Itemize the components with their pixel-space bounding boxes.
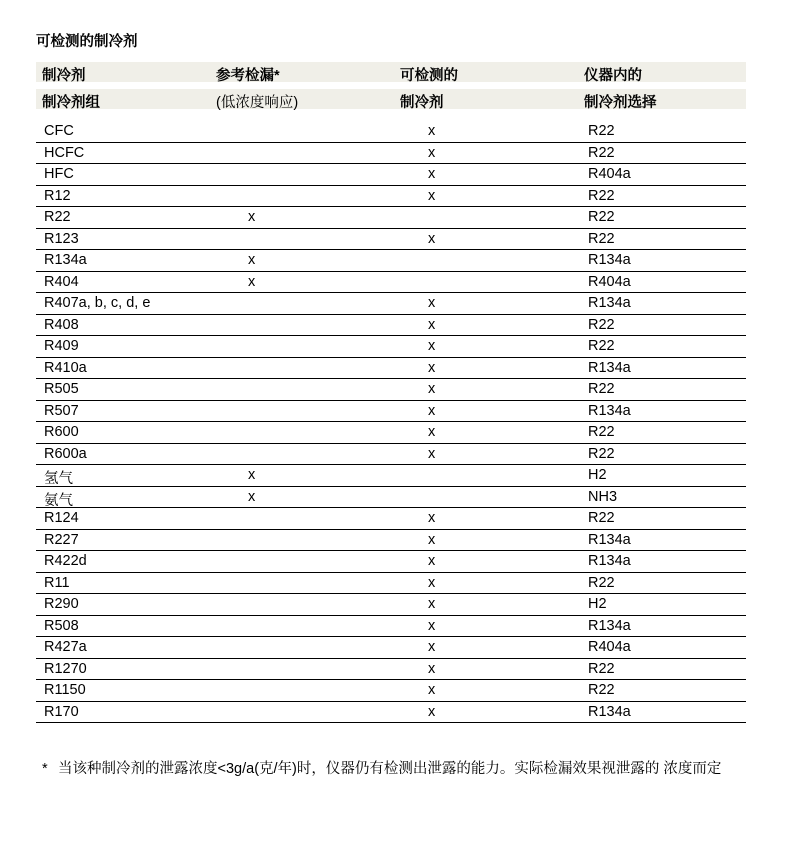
table-row <box>36 680 746 702</box>
header-refrigerant: 制冷剂 <box>42 68 86 84</box>
cell-detectable: x <box>428 703 436 720</box>
refrigerant-table <box>36 121 746 723</box>
table-row <box>36 702 746 724</box>
table-row <box>36 272 746 294</box>
cell-detectable: x <box>428 445 436 462</box>
cell-refrigerant: R410a <box>44 359 87 376</box>
cell-detectable: x <box>428 359 436 376</box>
table-row <box>36 444 746 466</box>
cell-selection: R22 <box>588 316 615 333</box>
cell-selection: R404a <box>588 166 631 182</box>
cell-selection: R22 <box>588 660 615 677</box>
cell-selection: NH3 <box>588 488 618 505</box>
cell-detectable: x <box>428 553 436 569</box>
cell-detectable: x <box>428 144 436 161</box>
cell-reference-leak: x <box>248 252 256 268</box>
cell-refrigerant: CFC <box>44 123 74 139</box>
cell-reference-leak: x <box>248 467 256 483</box>
cell-detectable: x <box>428 596 436 612</box>
cell-detectable: x <box>428 617 436 634</box>
cell-detectable: x <box>428 166 436 182</box>
cell-selection: R22 <box>588 510 615 526</box>
cell-detectable: x <box>428 123 436 139</box>
table-row <box>36 315 746 337</box>
table-row <box>36 530 746 552</box>
cell-refrigerant: HFC <box>44 166 74 182</box>
cell-refrigerant: R422d <box>44 553 87 569</box>
cell-detectable: x <box>428 295 436 311</box>
table-row <box>36 293 746 315</box>
cell-refrigerant: 氢气 <box>44 471 73 487</box>
cell-detectable: x <box>428 682 436 698</box>
cell-selection: R22 <box>588 187 615 204</box>
header-low-concentration: (低浓度响应) <box>216 95 299 111</box>
cell-selection: R22 <box>588 424 615 440</box>
table-row <box>36 594 746 616</box>
cell-selection: R22 <box>588 445 615 462</box>
cell-reference-leak: x <box>248 488 256 505</box>
table-row <box>36 250 746 272</box>
cell-selection: R22 <box>588 230 615 247</box>
cell-selection: H2 <box>588 467 607 483</box>
cell-selection: R404a <box>588 639 631 655</box>
cell-selection: R134a <box>588 295 631 311</box>
cell-refrigerant: HCFC <box>44 144 85 161</box>
cell-refrigerant: R507 <box>44 402 79 419</box>
cell-selection: R134a <box>588 703 631 720</box>
table-row <box>36 379 746 401</box>
table-row <box>36 121 746 143</box>
cell-selection: R134a <box>588 617 631 634</box>
cell-selection: R22 <box>588 574 615 591</box>
cell-refrigerant: R408 <box>44 316 79 333</box>
cell-refrigerant: R22 <box>44 209 71 225</box>
cell-selection: R134a <box>588 402 631 419</box>
cell-refrigerant: R1270 <box>44 660 87 677</box>
table-row <box>36 616 746 638</box>
cell-refrigerant: R508 <box>44 617 79 634</box>
table-row <box>36 465 746 487</box>
footnote-mark: * <box>42 761 48 777</box>
page-title: 可检测的制冷剂 <box>36 34 138 50</box>
cell-detectable: x <box>428 230 436 247</box>
table-row <box>36 229 746 251</box>
cell-detectable: x <box>428 402 436 419</box>
cell-refrigerant: R170 <box>44 703 79 720</box>
table-row <box>36 637 746 659</box>
header-reference-leak: 参考检漏* <box>216 68 280 84</box>
table-row <box>36 164 746 186</box>
table-row <box>36 508 746 530</box>
header-refrigerant-2: 制冷剂 <box>400 95 444 111</box>
table-header-row-1 <box>36 62 746 82</box>
table-header-row-2 <box>36 89 746 109</box>
cell-detectable: x <box>428 338 436 354</box>
cell-selection: H2 <box>588 596 607 612</box>
cell-selection: R134a <box>588 252 631 268</box>
header-detectable: 可检测的 <box>400 68 458 84</box>
table-row <box>36 573 746 595</box>
cell-refrigerant: R600a <box>44 445 87 462</box>
header-instrument: 仪器内的 <box>584 68 642 84</box>
cell-selection: R22 <box>588 338 615 354</box>
cell-refrigerant: 氨气 <box>44 492 73 509</box>
cell-refrigerant: R227 <box>44 531 79 548</box>
table-row <box>36 143 746 165</box>
cell-detectable: x <box>428 574 436 591</box>
table-row <box>36 422 746 444</box>
cell-refrigerant: R11 <box>44 574 70 591</box>
cell-refrigerant: R407a, b, c, d, e <box>44 295 151 311</box>
cell-detectable: x <box>428 639 436 655</box>
cell-selection: R22 <box>588 209 615 225</box>
cell-refrigerant: R123 <box>44 230 79 247</box>
cell-selection: R22 <box>588 381 615 397</box>
cell-refrigerant: R1150 <box>44 682 86 698</box>
cell-refrigerant: R134a <box>44 252 87 268</box>
cell-refrigerant: R409 <box>44 338 79 354</box>
cell-detectable: x <box>428 510 436 526</box>
cell-selection: R22 <box>588 123 615 139</box>
cell-refrigerant: R600 <box>44 424 79 440</box>
cell-selection: R22 <box>588 682 615 698</box>
cell-reference-leak: x <box>248 273 256 290</box>
cell-detectable: x <box>428 660 436 677</box>
table-row <box>36 401 746 423</box>
cell-refrigerant: R12 <box>44 187 71 204</box>
table-row <box>36 207 746 229</box>
table-row <box>36 336 746 358</box>
footnote-text: 当该种制冷剂的泄露浓度<3g/a(克/年)时，仪器仍有检测出泄露的能力。实际检漏效果视泄露的 浓度而定 <box>58 761 722 777</box>
cell-detectable: x <box>428 381 436 397</box>
cell-refrigerant: R404 <box>44 273 79 290</box>
cell-reference-leak: x <box>248 209 256 225</box>
table-row <box>36 659 746 681</box>
header-refrigerant-selection: 制冷剂选择 <box>584 95 657 111</box>
table-row <box>36 358 746 380</box>
footnote <box>42 758 782 780</box>
cell-refrigerant: R427a <box>44 639 87 655</box>
cell-refrigerant: R290 <box>44 596 79 612</box>
cell-selection: R134a <box>588 531 631 548</box>
cell-detectable: x <box>428 187 436 204</box>
cell-detectable: x <box>428 424 436 440</box>
cell-refrigerant: R505 <box>44 381 79 397</box>
cell-selection: R134a <box>588 359 631 376</box>
cell-detectable: x <box>428 531 436 548</box>
cell-detectable: x <box>428 316 436 333</box>
table-row <box>36 551 746 573</box>
cell-refrigerant: R124 <box>44 510 79 526</box>
cell-selection: R134a <box>588 553 631 569</box>
table-row <box>36 487 746 509</box>
cell-selection: R404a <box>588 273 631 290</box>
cell-selection: R22 <box>588 144 615 161</box>
table-row <box>36 186 746 208</box>
header-refrigerant-group: 制冷剂组 <box>42 95 100 111</box>
